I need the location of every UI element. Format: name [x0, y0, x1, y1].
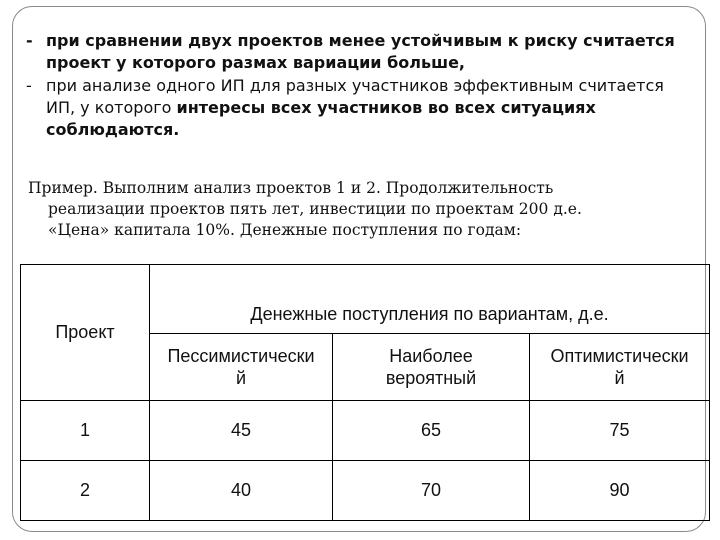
example-line-1: Пример. Выполним анализ проектов 1 и 2. Продолжительность	[28, 179, 554, 197]
bullet-list	[26, 30, 686, 141]
table-row	[21, 461, 710, 521]
column-header-line: Наиболее	[389, 346, 473, 366]
project-cell: 2	[21, 461, 150, 521]
column-header-line: й	[614, 368, 625, 388]
example-line-3: «Цена» капитала 10%. Денежные поступления по годам:	[48, 221, 522, 239]
bullet-text-bold: интересы всех участников во всех ситуациях соблюдаются.	[46, 98, 596, 139]
bullet-item-1	[26, 30, 686, 74]
column-header-most-likely	[333, 334, 530, 401]
value-cell: 70	[333, 461, 530, 521]
value-cell: 75	[530, 401, 710, 461]
bullet-item-2	[26, 75, 686, 141]
bullet-text: при сравнении двух проектов менее устойчивым к риску считается проект у которого размах вариации больше,	[46, 31, 675, 72]
bullet-mark: -	[26, 76, 32, 95]
cash-flow-table	[20, 264, 710, 521]
value-cell: 90	[530, 461, 710, 521]
group-header: Денежные поступления по вариантам, д.е.	[250, 304, 609, 324]
column-header-line: вероятный	[385, 368, 477, 388]
table-row	[21, 401, 710, 461]
column-header-optimistic	[530, 334, 710, 401]
example-line-2: реализации проектов пять лет, инвестиции по проектам 200 д.е.	[48, 200, 582, 218]
value-cell: 65	[333, 401, 530, 461]
column-header-line: Оптимистически	[550, 346, 689, 366]
project-cell: 1	[21, 401, 150, 461]
group-header-cell	[150, 265, 710, 334]
column-header-pessimistic	[150, 334, 333, 401]
project-header: Проект	[55, 322, 115, 342]
bullet-text: при анализе одного ИП для разных участников эффективным считается ИП, у которого	[46, 76, 664, 117]
column-header-line: Пессимистически	[167, 346, 315, 366]
value-cell: 45	[150, 401, 333, 461]
project-header-cell	[21, 265, 150, 401]
bullet-mark: -	[26, 31, 33, 50]
value-cell: 40	[150, 461, 333, 521]
column-header-line: й	[235, 368, 247, 388]
example-paragraph	[28, 178, 668, 241]
